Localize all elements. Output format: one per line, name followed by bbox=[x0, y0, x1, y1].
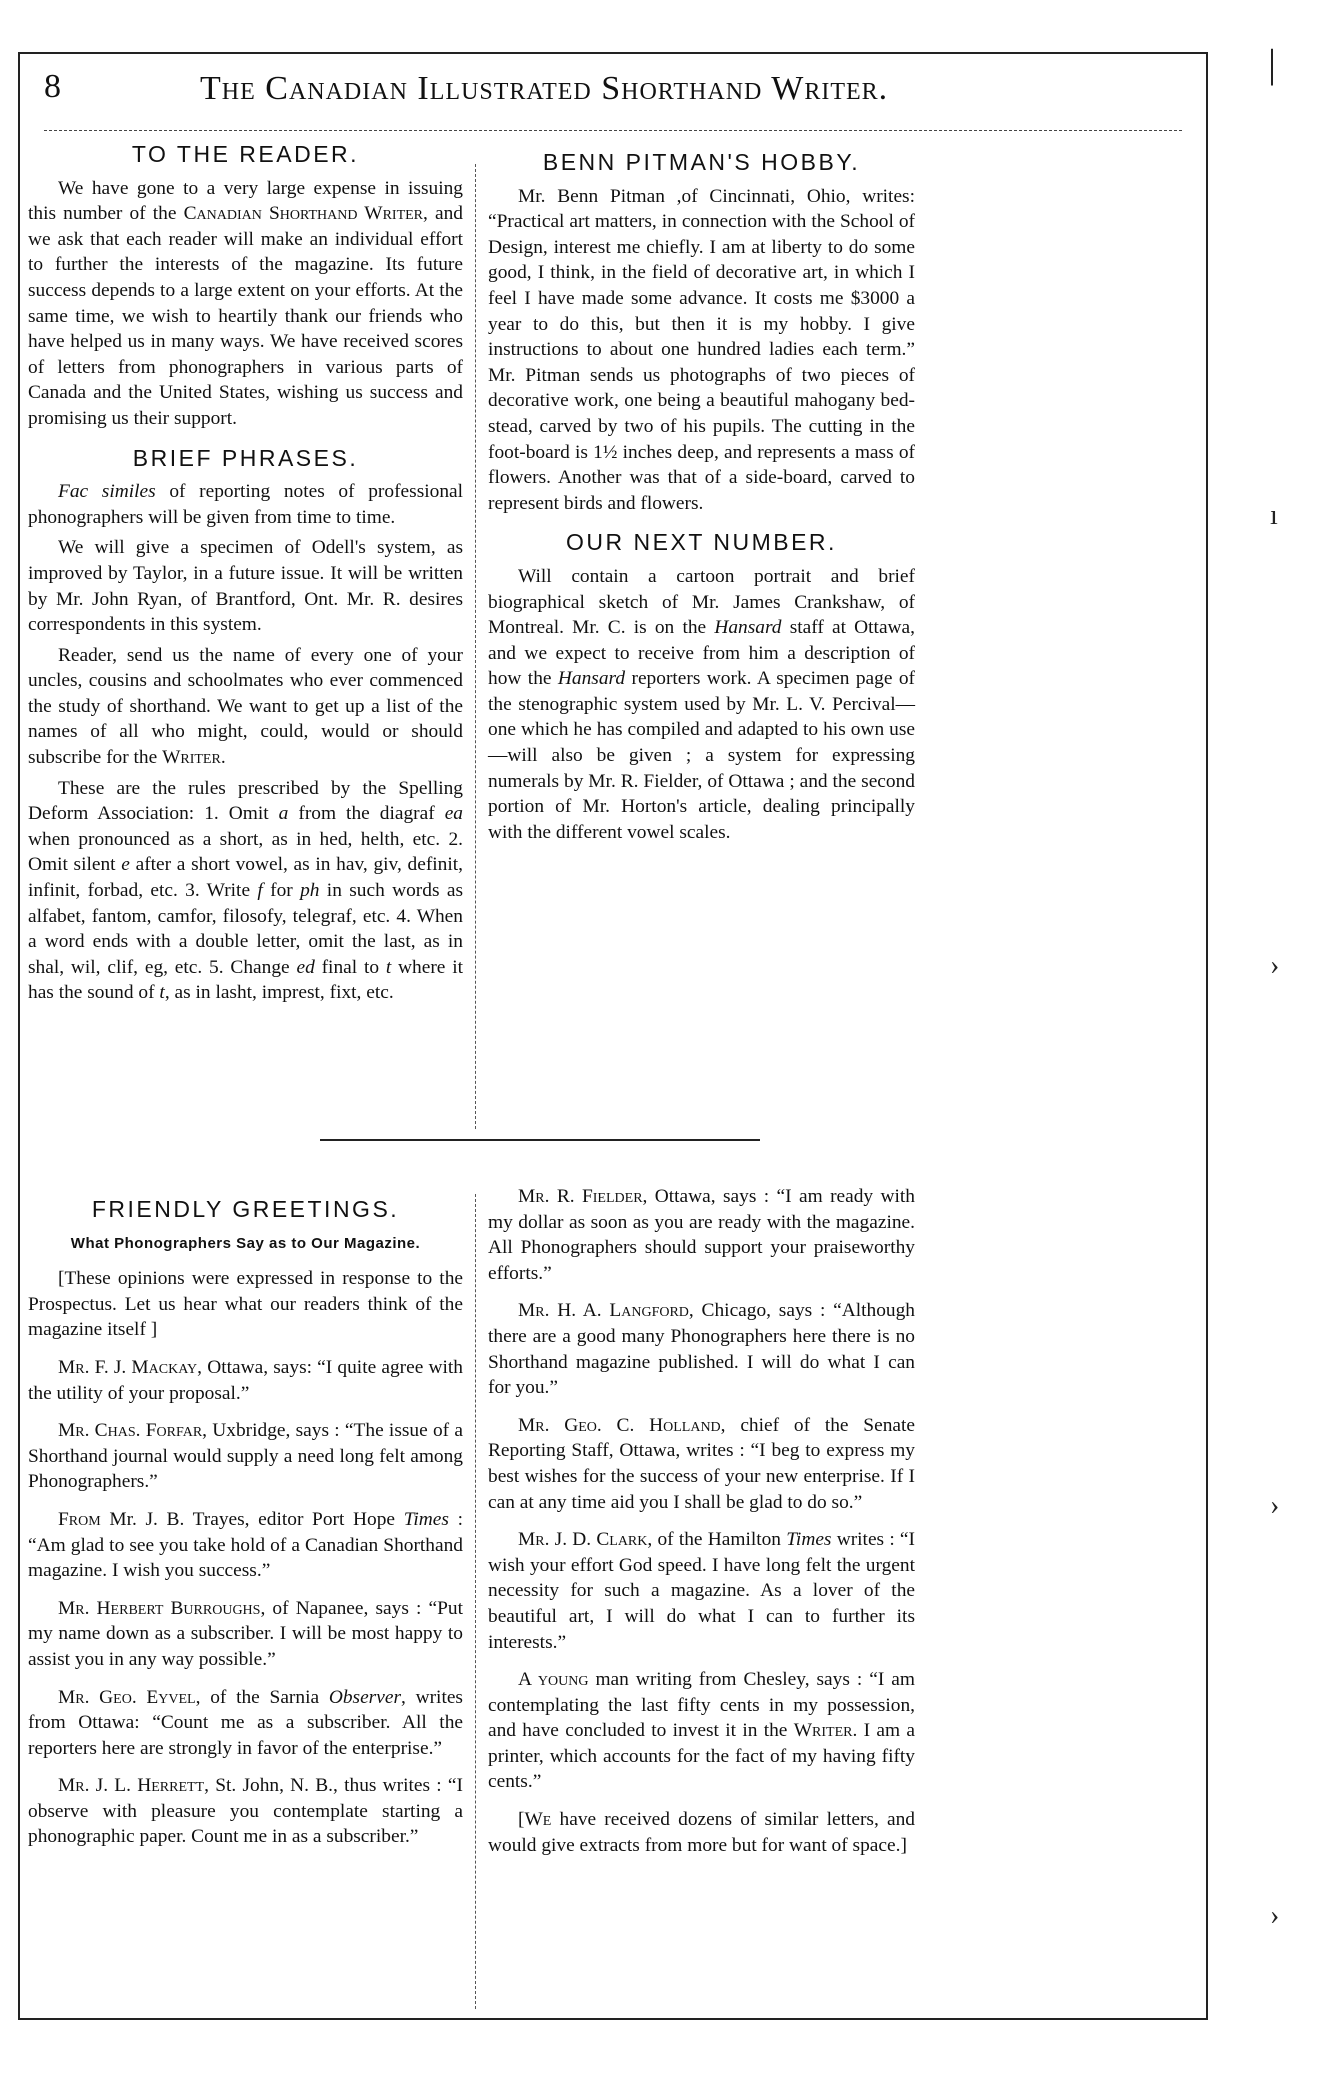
page-frame bbox=[18, 52, 1208, 2020]
lower-column-divider bbox=[475, 1194, 476, 2009]
margin-mark: › bbox=[1270, 1490, 1280, 1521]
greeting-holland: Mr. Geo. C. Holland, chief of the Senate Reporting Staff, Ottawa, writes : “I beg to express my best wishes for the success of your new enterprise. If I can at any time aid you I shall be glad to do so.” bbox=[488, 1414, 915, 1513]
friendly-greetings-heading: FRIENDLY GREETINGS. bbox=[91, 1196, 400, 1222]
header-rule bbox=[44, 130, 1182, 131]
greeting-burroughs: Mr. Herbert Burroughs, of Napanee, says : “Put my name down as a subscriber. I will be most happy to assist you in any way possible.” bbox=[28, 1597, 463, 1670]
greeting-fielder: Mr. R. Fielder, Ottawa, says : “I am ready with my dollar as soon as you are ready with the magazine. All Phonographers should support your praiseworthy efforts.” bbox=[488, 1186, 915, 1284]
upper-left-column bbox=[28, 134, 463, 1006]
next-number-text: Will contain a cartoon portrait and brief biographical sketch of Mr. James Crankshaw, of Montreal. Mr. C. is on the Hansard staff at Ottawa, and we expect to receive from him a description of how the Hansard reporters work. A specimen page of the stenographic system used by Mr. L. V. Percival—one which he has compiled and adapted to his own use—will also be given ; a system for expressing numerals by Mr. R. Fielder, of Ottawa ; and the second portion of Mr. Horton's article, dealing principally with the different vowel scales. bbox=[488, 565, 916, 843]
to-the-reader-text: We have gone to a very large expense in issuing this number of the Canadian Shorthand Writer, and we ask that each reader will make an individual effort to further the interests of the magazine. Its future success depends to a large extent on your efforts. At the same time, we wish to heartily thank our friends who have helped us in many ways. We have received scores of letters from phonographers in various parts of Canada and the United States, wishing us success and promising us their support. bbox=[28, 177, 463, 429]
greetings-intro: [These opinions were expressed in response to the Prospectus. Let us hear what our readers think of the magazine itself ] bbox=[28, 1268, 463, 1341]
greeting-eyvel: Mr. Geo. Eyvel, of the Sarnia Observer, writes from Ottawa: “Count me as a subscriber. All the reporters here are strongly in favor of the enterprise.” bbox=[28, 1686, 463, 1759]
friendly-greetings-subheading: What Phonographers Say as to Our Magazine. bbox=[70, 1234, 421, 1252]
greeting-herrett: Mr. J. L. Herrett, St. John, N. B., thus writes : “I observe with pleasure you contemplate starting a phonographic paper. Count me in as a subscriber.” bbox=[28, 1775, 463, 1848]
lower-left-column bbox=[28, 1189, 463, 1850]
page-number: 8 bbox=[44, 68, 61, 105]
benn-pitman-heading: BENN PITMAN'S HOBBY. bbox=[542, 149, 861, 175]
page-header bbox=[20, 54, 1206, 124]
lower-right-column bbox=[488, 1184, 915, 1858]
brief-phrases-heading: BRIEF PHRASES. bbox=[132, 444, 359, 471]
greeting-clark: Mr. J. D. Clark, of the Hamilton Times writes : “I wish your effort God speed. I have long felt the urgent necessity for such a magazine. As a lover of the beautiful art, I will do what I can to further its interests.” bbox=[488, 1529, 915, 1653]
section-divider-rule bbox=[320, 1139, 760, 1141]
margin-mark: | bbox=[1268, 41, 1277, 86]
running-title: The Canadian Illustrated Shorthand Writer. bbox=[200, 70, 889, 107]
greeting-forfar: Mr. Chas. Forfar, Uxbridge, says : “The issue of a Shorthand journal would supply a need long felt among Phonographers.” bbox=[28, 1420, 463, 1493]
next-number-heading: OUR NEXT NUMBER. bbox=[566, 529, 837, 556]
brief-phrases-para-2: We will give a specimen of Odell's system, as improved by Taylor, in a future issue. It will be written by Mr. John Ryan, of Brantford, Ont. Mr. R. desires correspondents in this system. bbox=[28, 537, 463, 636]
greetings-closing: [We have received dozens of similar letters, and would give extracts from more but for want of space.] bbox=[488, 1809, 915, 1856]
margin-mark: ı bbox=[1270, 500, 1278, 531]
benn-pitman-text: Mr. Benn Pitman ,of Cincinnati, Ohio, writes: “Practical art matters, in connection with the School of Design, interest me chiefly. I am at liberty to do some good, I think, in the field of decorative art, in which I feel I have made some advance. It costs me $3000 a year to do this, but then it is my hobby. I give instructions to about one hundred ladies each term.” Mr. Pitman sends us photographs of two pieces of decorative work, one being a beautiful mahogany bed-stead, carved by two of his pupils. The cutting in the foot-board is 1½ inches deep, and represents a mass of flowers. Another was that of a side-board, carved to represent birds and flowers. bbox=[488, 185, 915, 514]
greeting-trayes: From Mr. J. B. Trayes, editor Port Hope Times : “Am glad to see you take hold of a Canadian Shorthand magazine. I wish you success.” bbox=[28, 1508, 463, 1582]
margin-mark: › bbox=[1270, 1900, 1280, 1931]
greeting-mackay: Mr. F. J. Mackay, Ottawa, says: “I quite agree with the utility of your proposal.” bbox=[28, 1356, 463, 1404]
greeting-young-man: A young man writing from Chesley, says : “I am contemplating the last fifty cents in my possession, and have concluded to invest it in the Writer. I am a printer, which accounts for the fact of my having fifty cents.” bbox=[488, 1669, 915, 1793]
brief-phrases-para-3: Reader, send us the name of every one of your uncles, cousins and schoolmates who ever commenced the study of shorthand. We want to get up a list of the names of all who might, could, would or should subscribe for the Writer. bbox=[28, 644, 463, 769]
to-the-reader-heading: TO THE READER. bbox=[131, 141, 360, 167]
brief-phrases-para-1: Fac similes of reporting notes of professional phonographers will be given from time to time. bbox=[28, 481, 464, 528]
margin-mark: › bbox=[1270, 950, 1280, 981]
upper-right-column bbox=[488, 142, 915, 845]
upper-column-divider bbox=[475, 164, 476, 1129]
spelling-rules-para: These are the rules prescribed by the Spelling Deform Association: 1. Omit a from the diagraf ea when pronounced as a short, as in hed, helth, etc. 2. Omit silent e after a short vowel, as in hav, giv, definit, infinit, forbad, etc. 3. Write f for ph in such words as alfabet, fantom, camfor, filosofy, telegraf, etc. 4. When a word ends with a double letter, omit the last, as in shal, wil, clif, eg, etc. 5. Change ed final to t where it has the sound of t, as in lasht, imprest, fixt, etc. bbox=[28, 777, 464, 1004]
greeting-langford: Mr. H. A. Langford, Chicago, says : “Although there are a good many Phonographers here there is no Shorthand magazine published. I will do what I can for you.” bbox=[488, 1300, 915, 1399]
